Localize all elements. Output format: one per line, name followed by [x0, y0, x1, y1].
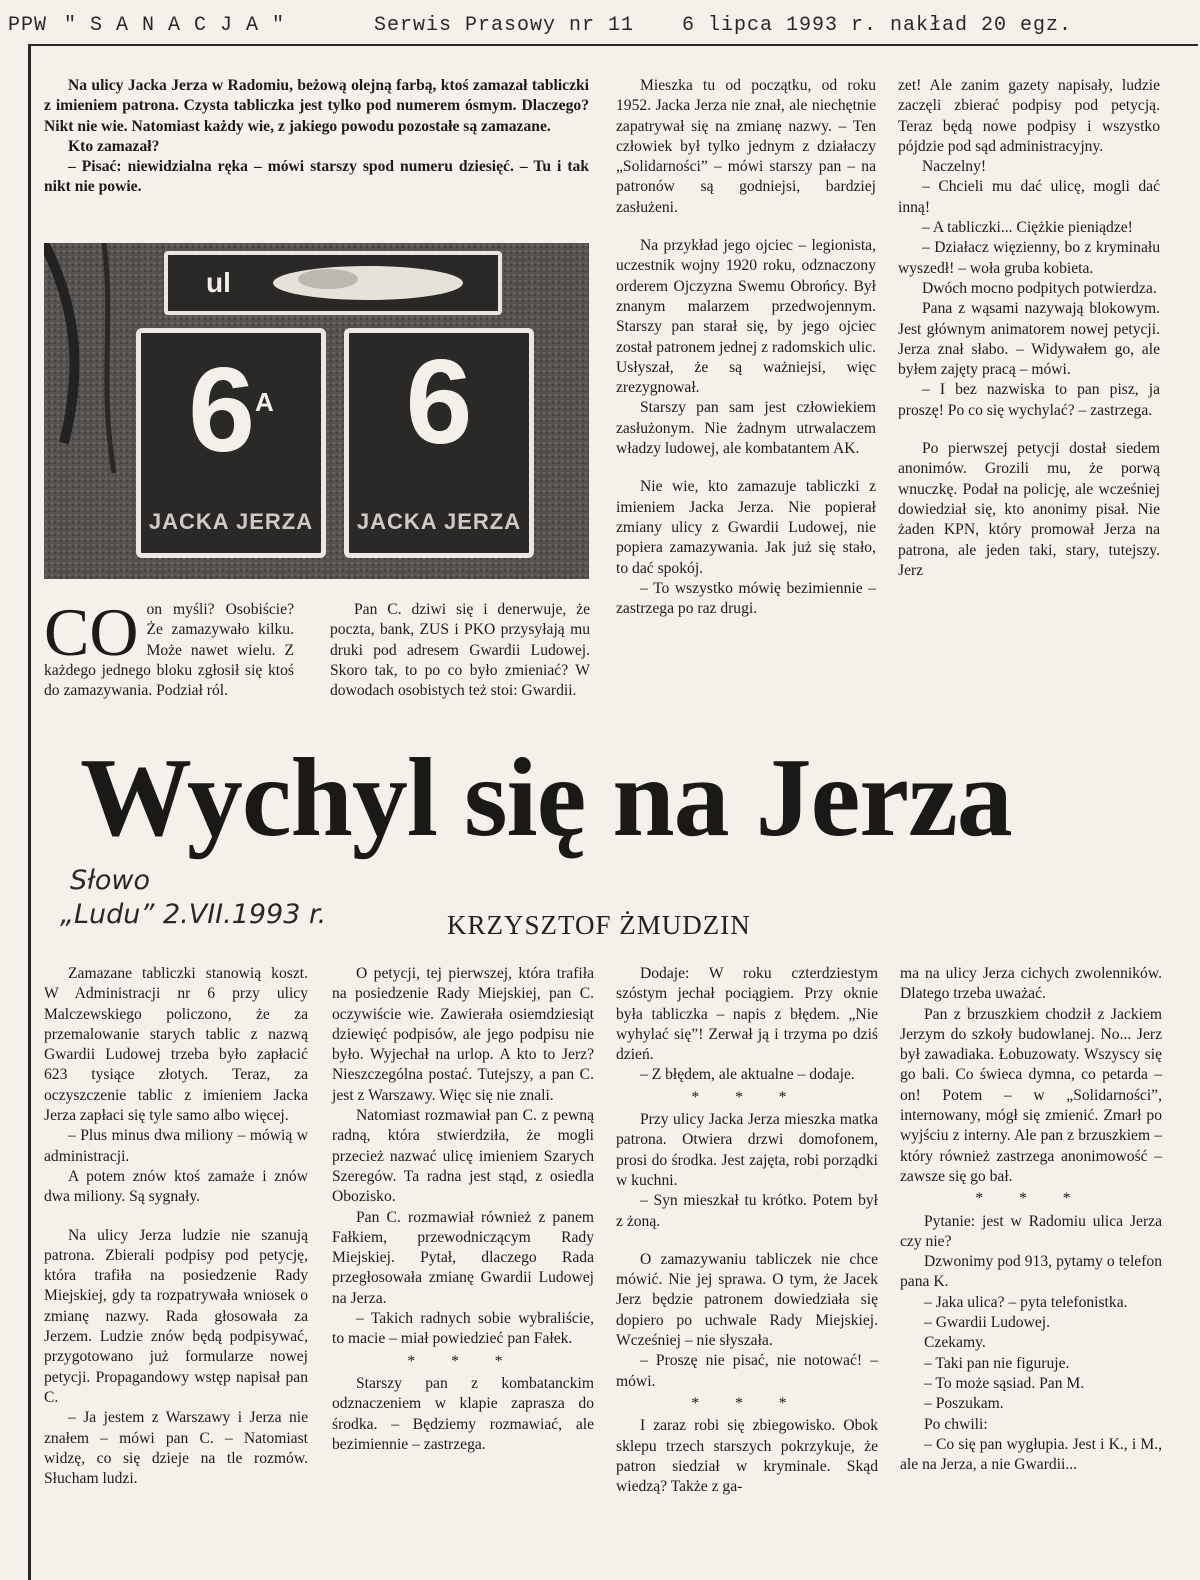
lead-quote: – Pisać: niewidzialna ręka – mówi starszy spod numeru dziesięć. – Tu i tak nikt nie powie. — [44, 158, 589, 196]
paragraph: – To może sąsiad. Pan M. — [924, 1374, 1085, 1392]
publication-name: " S A N A C J A " — [64, 14, 286, 37]
handwritten-source-note — [60, 866, 380, 946]
top-column-2 — [330, 600, 590, 701]
paragraph: Starszy pan z kombatanckim odznaczeniem w klapie zaprasza do środka. – Będziemy rozmawiać, ale bezimiennie – zastrzega. — [332, 1374, 594, 1453]
top-rule — [28, 44, 1198, 46]
paragraph: – Ja jestem z Warszawy i Jerza nie znałem – mówi pan C. – Natomiast widzę, co się dzieje na tle rozmów. Słucham ludzi. — [44, 1409, 308, 1488]
paragraph: Dwóch mocno podpitych potwierdza. — [922, 279, 1157, 297]
paragraph: Pan C. rozmawiał również z panem Fałkiem, przewodniczącym Rady Miejskiej. Pytał, dlaczego Rada przegłosowała zmianę Gwardii Ludowej na Jerza. — [332, 1208, 594, 1307]
sign-number-6: 6 — [405, 335, 473, 469]
paragraph: – I bez nazwiska to pan pisz, ja proszę! Po co się wychylać? – zastrzega. — [898, 381, 1160, 419]
sign-street-right: JACKA JERZA — [356, 509, 522, 534]
section-divider: * * * — [975, 1190, 1087, 1208]
section-divider: * * * — [407, 1352, 519, 1370]
paragraph: zet! Ale zanim gazety napisały, ludzie zaczęli zbierać podpisy pod petycją. Teraz będą nowe podpisy i wszystko pójdzie pod sąd administracyjny. — [898, 77, 1160, 155]
paragraph: O petycji, tej pierwszej, która trafiła na posiedzenie Rady Miejskiej, pan C. oczywiście wie. Zawierała osiemdziesiąt dziewięć podpisów, ale jego podpisu nie było. Wyjechał na urlop. A kto to Jerz? Nieszczególna postać. Tutejszy, a pan C. jest z Warszawy. Więc się nie znali. — [332, 965, 594, 1104]
bottom-column-3 — [616, 964, 878, 1497]
section-divider: * * * — [691, 1394, 803, 1412]
top-column-2-text: Pan C. dziwi się i denerwuje, że poczta, bank, ZUS i PKO przysyłają mu druki pod adresem Gwardii Ludowej. Skoro tak, to po co było zmieniać? W dowodach osobistych też stoi: Gwardii. — [330, 601, 590, 700]
street-prefix-sign — [164, 251, 502, 315]
paragraph: – Chcieli mu dać ulicę, mogli dać inną! — [898, 178, 1160, 216]
masthead — [6, 8, 1194, 42]
drop-cap: CO — [44, 594, 139, 670]
paragraph: A potem znów ktoś zamaże i znów dwa miliony. Są sygnały. — [44, 1167, 308, 1206]
paragraph: Naczelny! — [922, 158, 987, 176]
byline: KRZYSZTOF ŻMUDZIN — [447, 910, 751, 940]
paragraph: – Działacz więzienny, bo z kryminału wyszedł! – woła gruba kobieta. — [898, 239, 1160, 277]
bottom-column-4 — [900, 964, 1162, 1475]
top-column-4 — [898, 76, 1160, 581]
paragraph: – Gwardii Ludowej. — [924, 1314, 1051, 1332]
paragraph: O zamazywaniu tabliczek nie chce mówić. Nie jej sprawa. O tym, że Jacek Jerz będzie patronem dowiedziała się dopiero po uchwale Rady Miejskiej. Wcześniej – nie słyszała. — [616, 1250, 878, 1350]
house-number-sign-6 — [344, 328, 534, 558]
paragraph: I zaraz robi się zbiegowisko. Obok sklepu trzech starszych pokrzykuje, że patron siedział w kryminale. Skąd wiedzą? Także z ga- — [616, 1417, 878, 1496]
paragraph: Po pierwszej petycji dostał siedem anonimów. Grozili mu, że porwą wnuczkę. Podał na policję, ale wcześniej dowiedział się, kto anonimy pisał. Nie żaden KPN, który promował Jerza na patrona, ale jeden taki, stary, tutejszy. Jerz — [898, 440, 1160, 579]
bottom-column-2 — [332, 964, 594, 1455]
top-column-1-text: on myśli? Osobiście? Że zamazywało kilku. Może nawet wielu. Z każdego jednego bloku zgłosił się ktoś do zamazywania. Podział ról. — [44, 601, 294, 700]
paragraph: Pana z wąsami nazywają blokowym. Jest głównym animatorem nowej petycji. Jerza znał słabo. – Widywałem go, ale byłem zajęty pracą – mówi. — [898, 300, 1160, 379]
sign-street-left: JACKA JERZA — [148, 509, 314, 534]
paragraph: Pan z brzuszkiem chodził z Jackiem Jerzym do szkoły budowlanej. No... Jerz był zawadiaka. Łobuzowaty. Wszyscy się go bali. Co świeca dymna, co petarda – on! Potem – w „Solidarności”, internowany, mógł się zmienić. Zmarł po wyjściu z interny. Ale pan z brzuszkiem – który również zastrzega anonimowość – zawsze się go bał. — [900, 1005, 1162, 1185]
paragraph: Czekamy. — [924, 1334, 986, 1352]
paragraph: – Z błędem, ale aktualne – dodaje. — [640, 1066, 855, 1084]
paragraph: – Plus minus dwa miliony – mówią w administracji. — [44, 1127, 308, 1165]
masthead-prefix: PPW — [8, 14, 48, 37]
issue-label: Serwis Prasowy nr 11 — [374, 14, 635, 37]
top-column-1 — [44, 594, 294, 701]
paragraph: Starszy pan sam jest człowiekiem zasłużonym. Nie żadnym utrwalaczem władzy ludowej, ale kombatantem AK. — [616, 399, 876, 458]
sign-ul-text: ul — [206, 267, 231, 298]
house-number-sign-6a — [136, 328, 326, 558]
street-sign-photo — [44, 243, 589, 579]
paragraph: Nie wie, kto zamazuje tabliczki z imieniem Jacka Jerza. Nie popierał zmiany ulicy z Gwardii Ludowej, nie popiera zamazywania. Jak już się stało, to dać spokój. — [616, 478, 876, 577]
lead-paragraph: Na ulicy Jacka Jerza w Radomiu, beżową olejną farbą, ktoś zamazał tabliczki z imieniem patrona. Czysta tabliczka jest tylko pod numerem ósmym. Dlaczego? Nikt nie wie. Natomiast każdy wie, z jakiego powodu pozostałe są zamazane. — [44, 77, 589, 135]
paragraph: Na ulicy Jerza ludzie nie szanują patrona. Zbierali podpisy pod petycję, która trafiła na posiedzenie Rady Miejskiej, gdy ta rozpatrywała wniosek o zmianę nazwy. Rada głosowała za Jerzem. Ludzie znów będą podpisywać, przygotowano już formularze nowej petycji. Propagandowy wstęp napisał pan C. — [44, 1226, 308, 1406]
paragraph: – Takich radnych sobie wybraliście, to macie – miał powiedzieć pan Fałek. — [332, 1310, 594, 1348]
paragraph: – A tabliczki... Ciężkie pieniądze! — [922, 219, 1133, 237]
section-divider: * * * — [691, 1088, 803, 1106]
lead-block — [44, 76, 589, 198]
paragraph: – Poszukam. — [924, 1395, 1004, 1413]
paragraph: Natomiast rozmawiał pan C. z pewną radną, która stwierdziła, że mogli przecież nazwać ulicę imieniem Szarych Szeregów. Ta radna jest stąd, z osiedla Obozisko. — [332, 1107, 594, 1206]
paragraph: Przy ulicy Jacka Jerza mieszka matka patrona. Otwiera drzwi domofonem, prosi do środka. Jest zajęta, robi porządki w kuchni. — [616, 1111, 878, 1189]
paragraph: ma na ulicy Jerza cichych zwolenników. Dlatego trzeba uważać. — [900, 965, 1162, 1003]
sign-number-6a: $6^A$ — [188, 343, 274, 477]
paragraph: Mieszka tu od początku, od roku 1952. Jacka Jerza nie znał, ale niechętnie zapatrywał się na zmianę nazwy. – Ten człowiek był tylko jednym z działaczy „Solidarności” – mówi starszy pan – na patronów są godniejsi, bardziej zasłużeni. — [616, 77, 876, 216]
headline: Wychyl się na Jerza — [80, 736, 1012, 860]
left-rule — [28, 44, 31, 1580]
paragraph: – Co się pan wygłupia. Jest i K., i M., ale na Jerza, a nie Gwardii... — [900, 1435, 1162, 1474]
paragraph: – To wszystko mówię bezimiennie – zastrzega po raz drugi. — [616, 579, 876, 618]
top-column-3 — [616, 76, 876, 619]
paragraph: – Syn mieszkał tu krótko. Potem był z żoną. — [616, 1192, 878, 1230]
paragraph: Na przykład jego ojciec – legionista, uczestnik wojny 1920 roku, odznaczony orderem Ojczyzna Swemu Obrońcy. Był znanym malarzem przedwojennym. Starszy pan starał się, by jego ojciec został patronem jednej z radomskich ulic. Usłyszał, że są ważniejsi, więc zrezygnował. — [616, 237, 876, 397]
lead-question: Kto zamazał? — [68, 137, 160, 155]
paragraph: – Taki pan nie figuruje. — [924, 1354, 1070, 1372]
paragraph: Dzwonimy pod 913, pytamy o telefon pana K. — [900, 1253, 1162, 1291]
paragraph: – Proszę nie pisać, nie notować! – mówi. — [616, 1352, 878, 1390]
paragraph: Zamazane tabliczki stanowią koszt. W Administracji nr 6 przy ulicy Malczewskiego policzono, że za przemalowanie starych tablic z nazwą Gwardii Ludowej trzeba było zapłacić 623 tysiące złotych. Teraz, za oczyszczenie tablic z imieniem Jacka Jerza zapłaci się tyle samo albo więcej. — [44, 965, 308, 1125]
handwritten-line-1: Słowo — [70, 865, 151, 896]
paragraph: Dodaje: W roku czterdziestym szóstym jechał pociągiem. Przy oknie była tabliczka – napis z błędem. „Nie wyhylać się”! Zerwał ją i trzyma po dziś dzień. — [616, 965, 878, 1064]
paragraph: Po chwili: — [924, 1415, 988, 1433]
paint-smear — [268, 263, 468, 303]
paragraph: Pytanie: jest w Radomiu ulica Jerza czy nie? — [900, 1212, 1162, 1250]
date-run-label: 6 lipca 1993 r. nakład 20 egz. — [682, 14, 1073, 37]
paragraph: – Jaka ulica? – pyta telefonistka. — [924, 1293, 1128, 1311]
handwritten-line-2: „Ludu” 2.VII.1993 r. — [60, 899, 327, 930]
bottom-column-1 — [44, 964, 308, 1489]
